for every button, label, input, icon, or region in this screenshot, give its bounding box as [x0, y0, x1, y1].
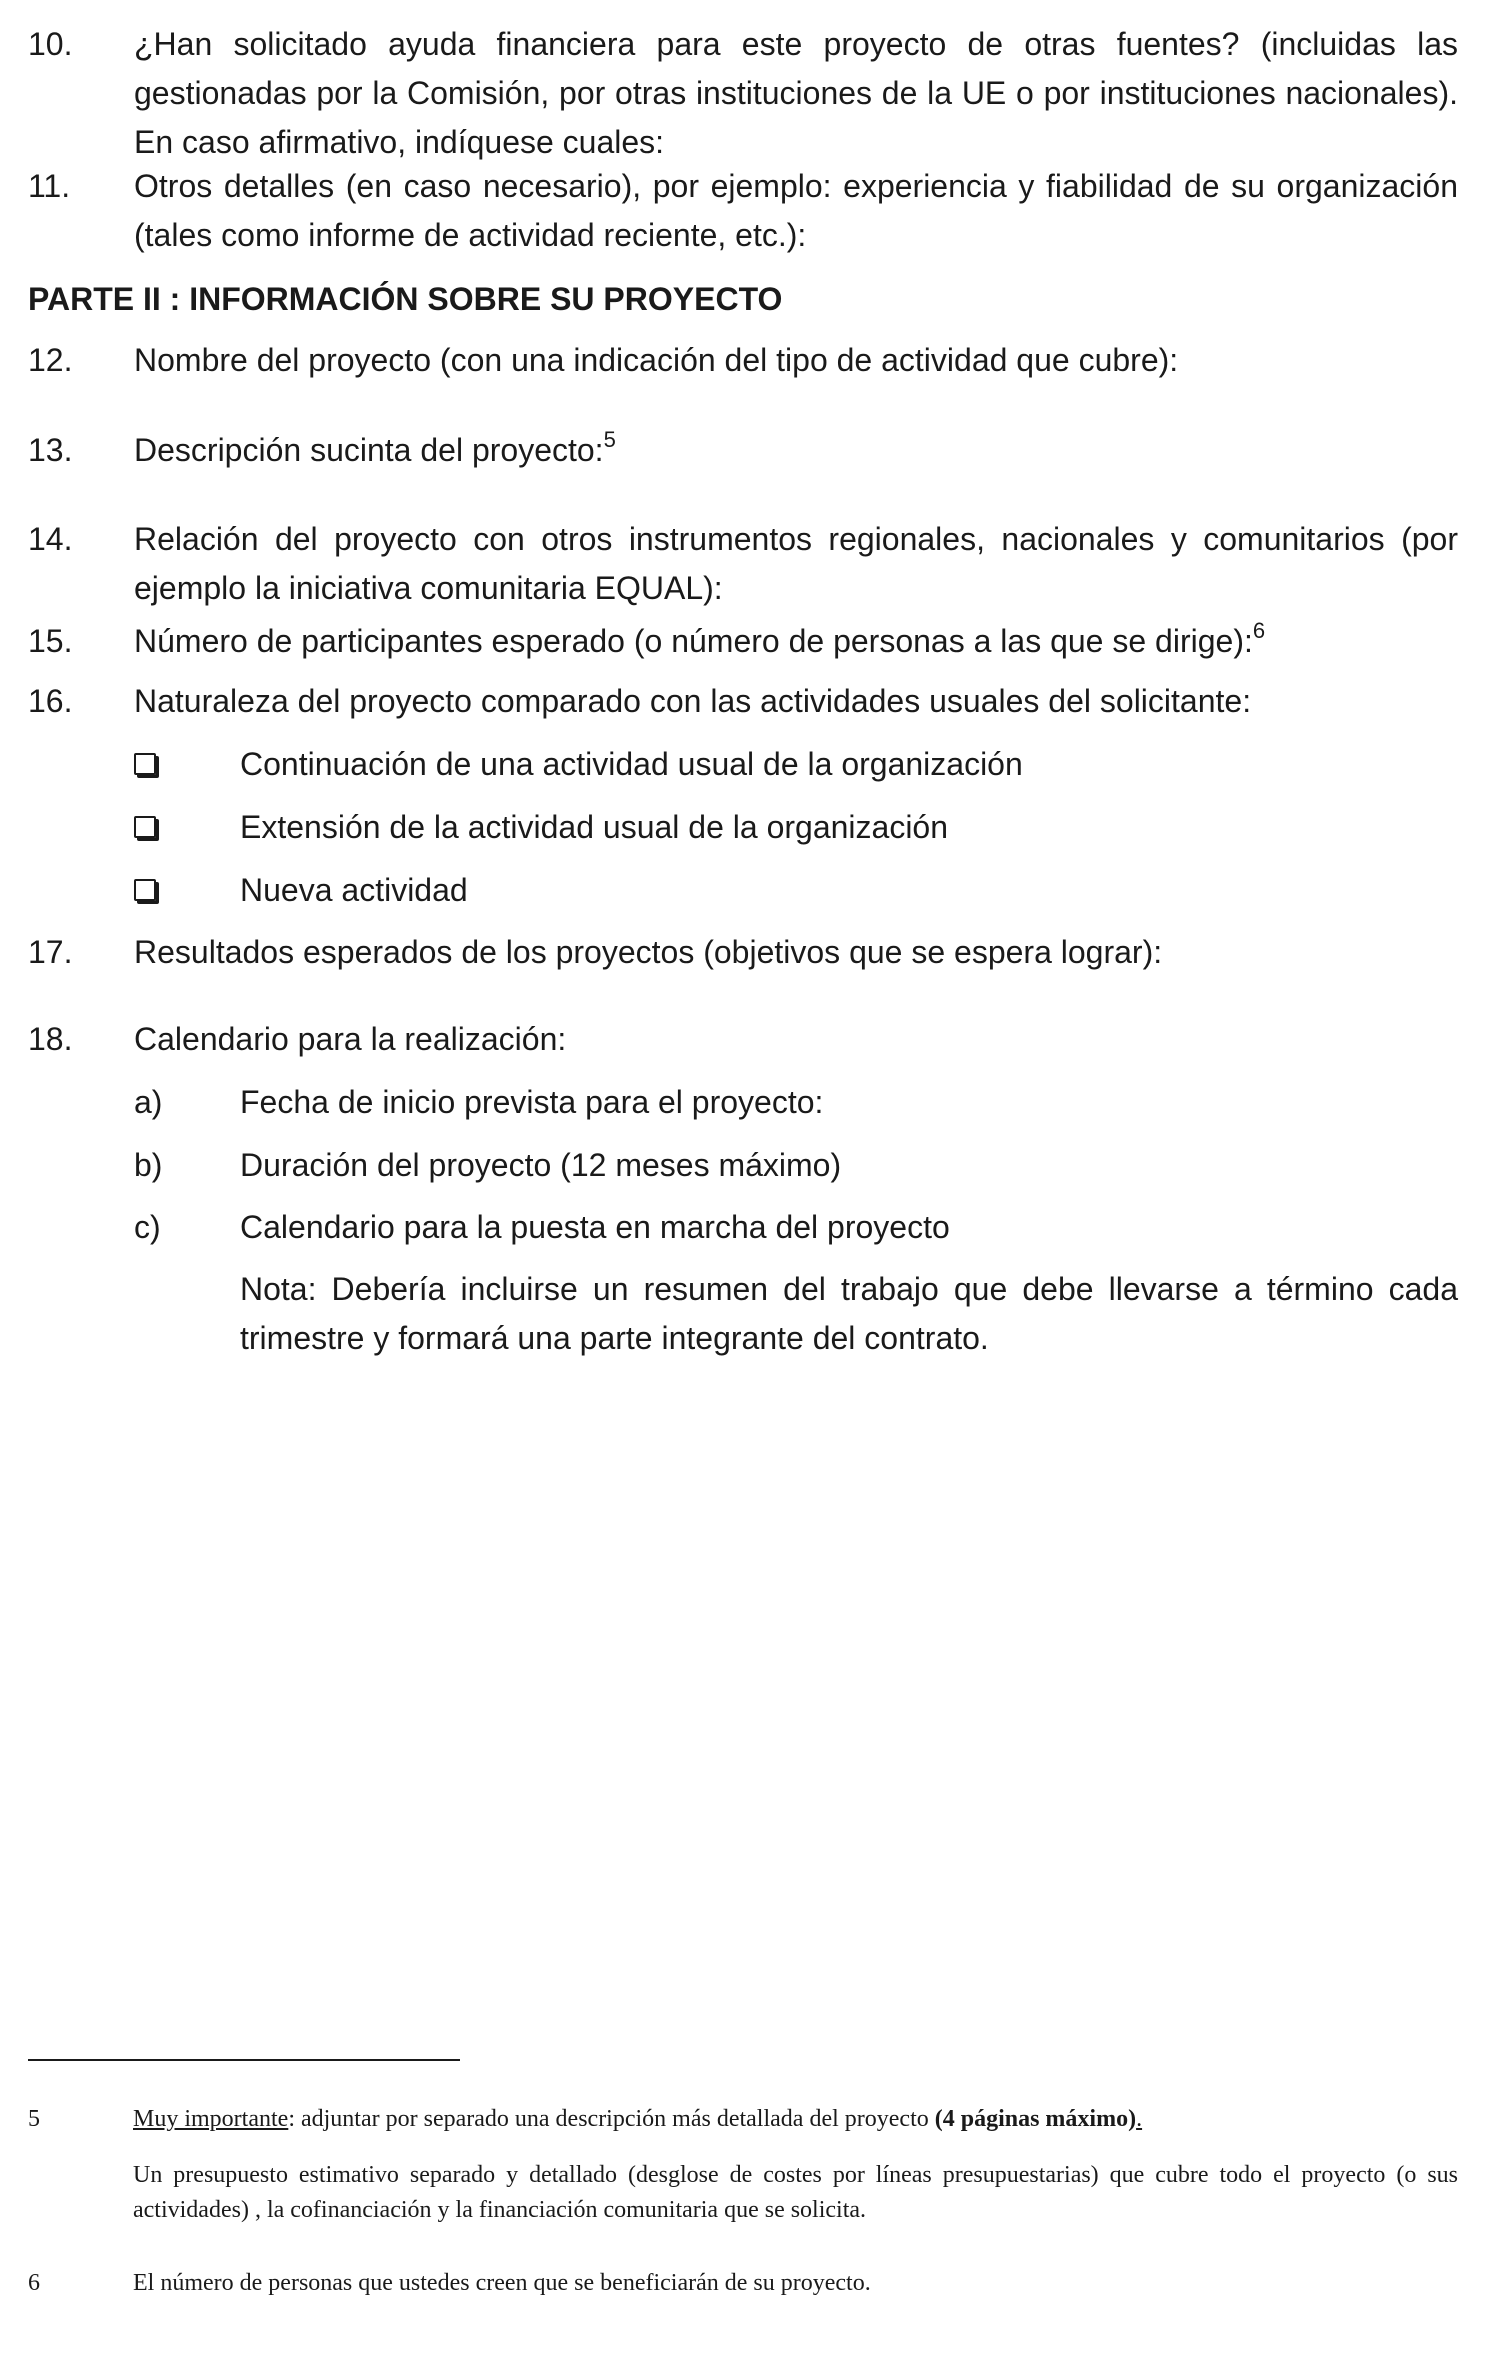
- footnote-end: .: [1136, 2106, 1143, 2132]
- checkbox[interactable]: [134, 866, 214, 915]
- subitem-mark: b): [134, 1147, 163, 1183]
- footnote-body: : adjuntar por separado una descripción más detallada del proyecto: [288, 2106, 935, 2132]
- item-text: Resultados esperados de los proyectos (objetivos que se espera lograr):: [134, 934, 1163, 970]
- item-number: 10.: [28, 26, 73, 62]
- footnote-emphasis: Muy importante: [133, 2106, 289, 2132]
- option-label: Continuación de una actividad usual de la organización: [240, 746, 1023, 782]
- item-number: 15.: [28, 623, 73, 659]
- item-text: Otros detalles (en caso necesario), por ejemplo: experiencia y fiabilidad de su organización (tales como informe de actividad reciente, etc.):: [134, 168, 1458, 253]
- item-text-main: Descripción sucinta del proyecto:: [134, 432, 604, 468]
- item-number: 13.: [28, 432, 73, 468]
- subitem-text: Fecha de inicio prevista para el proyecto:: [240, 1084, 824, 1120]
- checkbox-icon: [134, 816, 156, 838]
- subitem-mark: c): [134, 1209, 161, 1245]
- item-text: [134, 426, 1458, 475]
- item-text: Naturaleza del proyecto comparado con las actividades usuales del solicitante:: [134, 683, 1252, 719]
- option-label: Extensión de la actividad usual de la organización: [240, 809, 949, 845]
- footnote-separator: [28, 2059, 460, 2061]
- checkbox[interactable]: [134, 803, 214, 852]
- note-text: Nota: Debería incluirse un resumen del trabajo que debe llevarse a término cada trimestre y formará una parte integrante del contrato.: [240, 1271, 1458, 1356]
- footnote-text: El número de personas que ustedes creen que se beneficiarán de su proyecto.: [133, 2270, 871, 2296]
- item-text-main: Número de participantes esperado (o número de personas a las que se dirige):: [134, 623, 1253, 659]
- checkbox[interactable]: [134, 740, 214, 789]
- item-text: Nombre del proyecto (con una indicación del tipo de actividad que cubre):: [134, 342, 1179, 378]
- subitem-mark: a): [134, 1084, 163, 1120]
- checkbox-icon: [134, 753, 156, 775]
- footnote-number: 5: [28, 2106, 40, 2132]
- item-text: ¿Han solicitado ayuda financiera para este proyecto de otras fuentes? (incluidas las gestionadas por la Comisión, por otras instituciones de la UE o por instituciones nacionales). En caso afirmativo, indíquese cuales:: [134, 26, 1458, 160]
- item-number: 17.: [28, 934, 73, 970]
- item-number: 16.: [28, 683, 73, 719]
- item-number: 11.: [28, 168, 71, 204]
- subitem-text: Calendario para la puesta en marcha del proyecto: [240, 1209, 950, 1245]
- item-number: 14.: [28, 521, 73, 557]
- section-heading: PARTE II : INFORMACIÓN SOBRE SU PROYECTO: [28, 281, 783, 317]
- item-number: 18.: [28, 1021, 73, 1057]
- checkbox-icon: [134, 879, 156, 901]
- item-text: Calendario para la realización:: [134, 1021, 567, 1057]
- footnote-ref-6: 6: [1252, 618, 1266, 644]
- item-number: 12.: [28, 342, 73, 378]
- footnote-text: [133, 2102, 1458, 2137]
- footnote-ref-5: 5: [603, 427, 616, 453]
- option-label: Nueva actividad: [240, 872, 468, 908]
- item-text: Relación del proyecto con otros instrumentos regionales, nacionales y comunitarios (por ejemplo la iniciativa comunitaria EQUAL):: [134, 521, 1458, 606]
- footnote-number: 6: [28, 2270, 40, 2296]
- footnote-bold: (4 páginas máximo): [934, 2106, 1137, 2132]
- subitem-text: Duración del proyecto (12 meses máximo): [240, 1147, 842, 1183]
- item-text: [134, 617, 1458, 666]
- footnote-5-paragraph-2: Un presupuesto estimativo separado y detallado (desglose de costes por líneas presupuestarias) que cubre todo el proyecto (o sus actividades) , la cofinanciación y la financiación comunitaria que se solicita.: [133, 2162, 1458, 2223]
